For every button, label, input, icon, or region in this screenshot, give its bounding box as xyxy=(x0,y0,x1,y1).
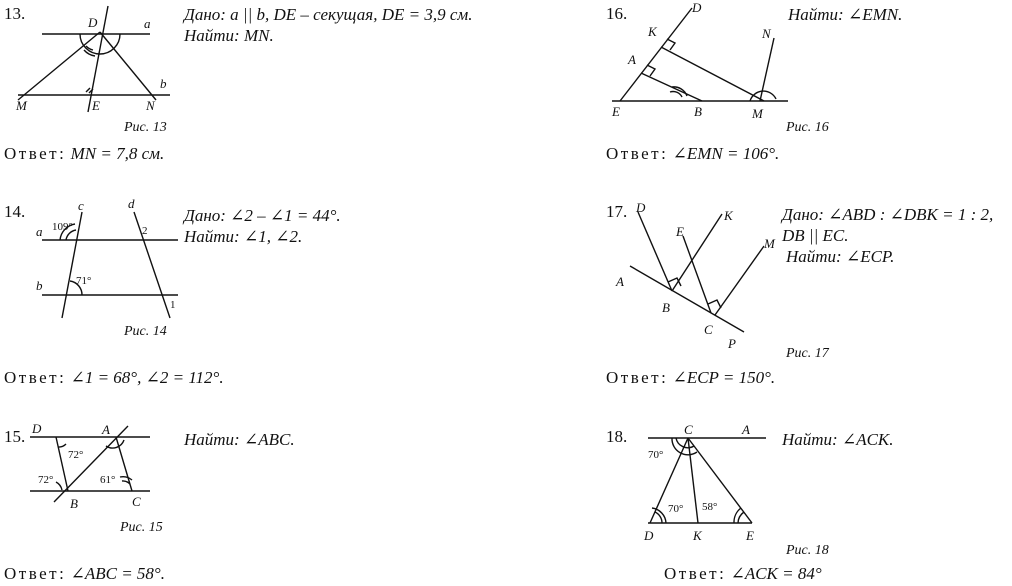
label-C: C xyxy=(684,422,693,437)
given-line: Найти: ∠ACK. xyxy=(782,430,894,449)
given-line: Найти: MN. xyxy=(184,26,274,45)
label-D: D xyxy=(636,200,646,215)
label-K: K xyxy=(693,528,702,543)
label-1: 1 xyxy=(170,299,176,311)
answer-label: Ответ: xyxy=(664,564,727,583)
label-K: K xyxy=(724,208,733,223)
label-b: b xyxy=(160,76,167,91)
label-A: A xyxy=(616,274,624,289)
answer-value: ∠ACK = 84° xyxy=(730,564,822,583)
problem-17-number: 17. xyxy=(606,202,628,221)
caption-13: Рис. 13 xyxy=(124,120,167,135)
caption-16: Рис. 16 xyxy=(786,120,829,135)
label-M: M xyxy=(752,106,763,121)
angle-61: 61° xyxy=(100,474,116,486)
label-D: D xyxy=(88,15,98,30)
given-line: Найти: ∠ABC. xyxy=(184,430,295,449)
label-K: K xyxy=(648,24,657,39)
answer-18 xyxy=(664,564,822,584)
caption-18: Рис. 18 xyxy=(786,543,829,558)
label-P: P xyxy=(728,336,736,351)
label-E: E xyxy=(92,98,100,113)
angle-109: 109° xyxy=(52,221,73,233)
label-E: E xyxy=(612,104,620,119)
answer-label: Ответ: xyxy=(4,368,67,387)
answer-value: ∠ECP = 150°. xyxy=(672,368,776,387)
label-D: D xyxy=(644,528,654,543)
problem-14-number: 14. xyxy=(4,202,26,221)
answer-value: ∠ABC = 58°. xyxy=(70,564,165,583)
problem-18-number: 18. xyxy=(606,427,628,446)
angle-72b: 72° xyxy=(38,474,54,486)
angle-58: 58° xyxy=(702,501,718,513)
answer-value: MN = 7,8 см. xyxy=(70,144,165,163)
answer-label: Ответ: xyxy=(4,564,67,583)
label-D: D xyxy=(32,421,42,436)
label-2: 2 xyxy=(142,225,148,237)
given-line: Найти: ∠ECP. xyxy=(786,247,895,266)
label-b: b xyxy=(36,278,43,293)
problem-13-number: 13. xyxy=(4,4,26,23)
label-B: B xyxy=(70,496,78,511)
problem-18-given xyxy=(782,429,894,450)
answer-label: Ответ: xyxy=(606,144,669,163)
caption-15: Рис. 15 xyxy=(120,520,163,535)
angle-71: 71° xyxy=(76,275,92,287)
label-D: D xyxy=(692,0,702,15)
label-A: A xyxy=(628,52,636,67)
given-line: Найти: ∠EMN. xyxy=(788,5,903,24)
label-E: E xyxy=(676,224,684,239)
given-line: Дано: a || b, DE – секущая, DE = 3,9 см. xyxy=(184,5,473,24)
label-C: C xyxy=(132,494,141,509)
answer-15 xyxy=(4,564,165,584)
label-M: M xyxy=(16,98,27,113)
label-c: c xyxy=(78,198,84,213)
label-N: N xyxy=(762,26,771,41)
given-line: DB || EC. xyxy=(782,226,849,245)
answer-value: ∠1 = 68°, ∠2 = 112°. xyxy=(70,368,224,387)
answer-label: Ответ: xyxy=(4,144,67,163)
label-N: N xyxy=(146,98,155,113)
problem-16-number: 16. xyxy=(606,4,628,23)
given-line: Найти: ∠1, ∠2. xyxy=(184,227,303,246)
label-A: A xyxy=(102,422,110,437)
label-a: a xyxy=(144,16,151,31)
angle-70b: 70° xyxy=(668,503,684,515)
given-line: Дано: ∠2 – ∠1 = 44°. xyxy=(184,206,341,225)
problem-15-number: 15. xyxy=(4,427,26,446)
label-a: a xyxy=(36,224,43,239)
angle-70a: 70° xyxy=(648,449,664,461)
caption-17: Рис. 17 xyxy=(786,346,829,361)
label-B: B xyxy=(694,104,702,119)
answer-value: ∠EMN = 106°. xyxy=(672,144,780,163)
label-B: B xyxy=(662,300,670,315)
given-line: Дано: ∠ABD : ∠DBK = 1 : 2, xyxy=(782,205,994,224)
label-A: A xyxy=(742,422,750,437)
label-C: C xyxy=(704,322,713,337)
answer-label: Ответ: xyxy=(606,368,669,387)
caption-14: Рис. 14 xyxy=(124,324,167,339)
label-E: E xyxy=(746,528,754,543)
angle-72a: 72° xyxy=(68,449,84,461)
label-d: d xyxy=(128,196,135,211)
label-M: M xyxy=(764,236,775,251)
